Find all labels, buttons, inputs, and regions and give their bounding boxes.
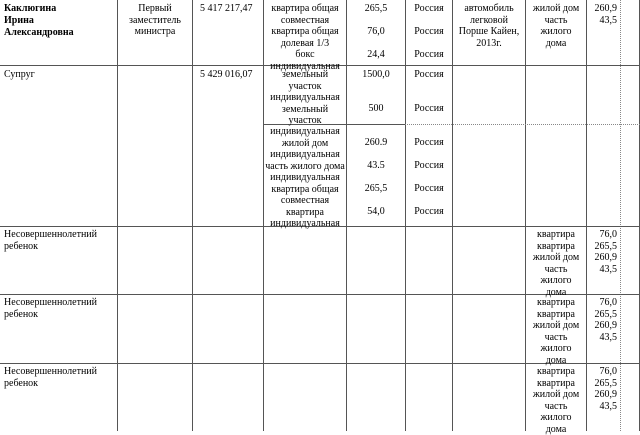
realty-country: Россия	[414, 137, 444, 148]
grid-line-dotted	[405, 124, 640, 125]
person-name: Несовершеннолетний ребенок	[4, 229, 98, 252]
realty-country: Россия	[414, 69, 444, 80]
used-realty-types: квартира квартира жилой дом часть жилого дома	[532, 366, 580, 435]
realty-types: квартира общая совместная квартира общая долевая 1/3 бокс индивидуальная	[270, 3, 340, 72]
used-realty-types: жилой дом часть жилого дома	[532, 3, 580, 49]
realty-area: 265,5	[364, 3, 388, 14]
person-position: Первый заместитель министра	[129, 3, 181, 37]
used-realty-types: квартира квартира жилой дом часть жилого дома	[532, 229, 580, 298]
realty-country: Россия	[414, 160, 444, 171]
used-realty-areas: 76,0 265,5 260,9 43,5	[594, 229, 617, 275]
person-name: Супруг	[4, 69, 35, 80]
realty-country: Россия	[414, 26, 444, 37]
realty-country: Россия	[414, 49, 444, 60]
realty-area: 43.5	[367, 160, 385, 171]
used-realty-areas: 76,0 265,5 260,9 43,5	[594, 366, 617, 412]
realty-area: 54,0	[367, 206, 385, 217]
realty-area: 24,4	[367, 49, 385, 60]
person-name: Несовершеннолетний ребенок	[4, 297, 98, 320]
realty-country: Россия	[414, 103, 444, 114]
realty-country: Россия	[414, 183, 444, 194]
realty-area: 265,5	[364, 183, 388, 194]
vehicle: автомобиль легковой Порше Кайен, 2013г.	[458, 3, 520, 49]
used-realty-areas: 76,0 265,5 260,9 43,5	[594, 297, 617, 343]
realty-types: земельный участок индивидуальная земельный участок	[270, 69, 340, 126]
realty-country: Россия	[414, 3, 444, 14]
realty-area: 76,0	[367, 26, 385, 37]
annual-income: 5 429 016,07	[200, 69, 253, 80]
person-name: Несовершеннолетний ребенок	[4, 366, 98, 389]
realty-country: Россия	[414, 206, 444, 217]
used-realty-types: квартира квартира жилой дом часть жилого дома	[532, 297, 580, 366]
realty-types: индивидуальная жилой дом индивидуальная часть жилого дома индивидуальная квартира общая совместная квартира индивидуальная	[265, 126, 345, 229]
used-realty-areas: 260,9 43,5	[594, 3, 617, 26]
realty-area: 1500,0	[362, 69, 390, 80]
realty-area: 260.9	[364, 137, 388, 148]
realty-area: 500	[368, 103, 384, 114]
person-name: Каклюгина Ирина Александровна	[4, 3, 74, 38]
annual-income: 5 417 217,47	[200, 3, 253, 14]
